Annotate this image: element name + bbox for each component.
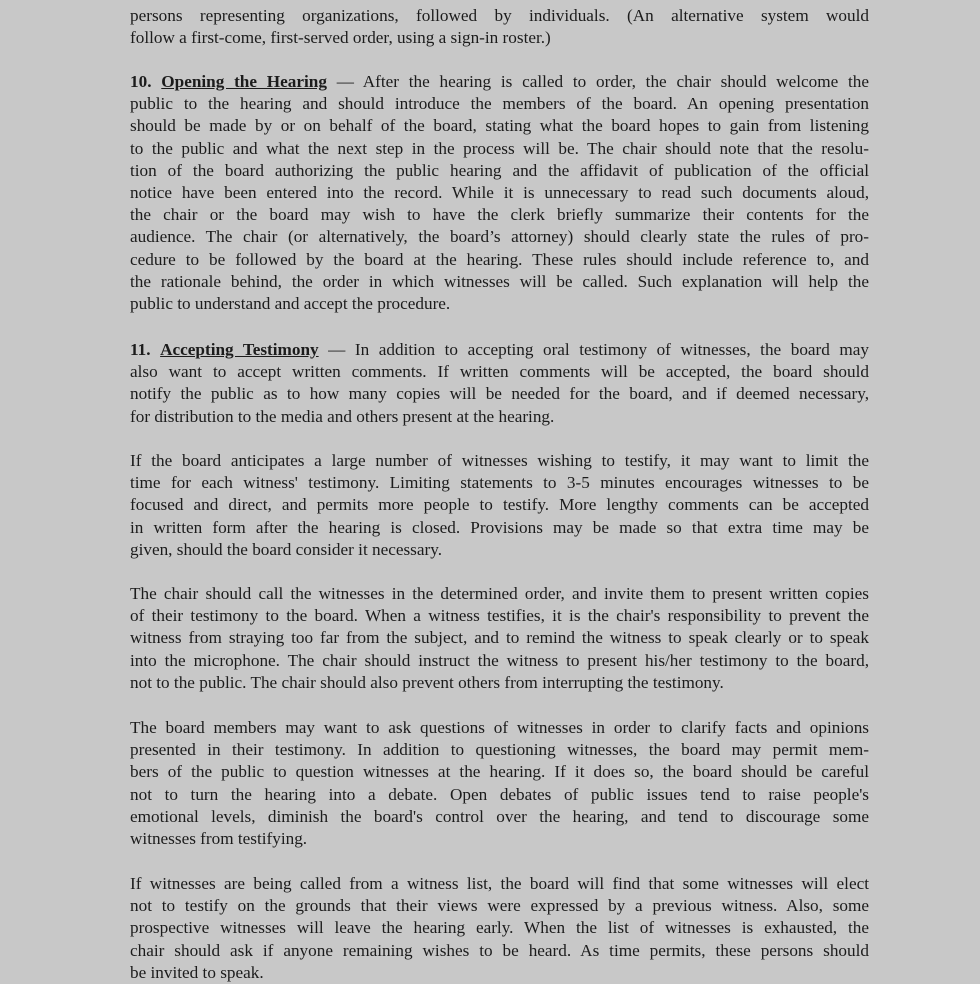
paragraph-calling-witnesses (130, 583, 869, 694)
paragraph-roster (130, 5, 869, 49)
text-line: persons representing organizations, followed by individuals. (An alternative system would (130, 6, 869, 25)
text-line: in written form after the hearing is closed. Provisions may be made so that extra time may be (130, 517, 869, 537)
text-line: cedure to be followed by the board at the hearing. These rules should include reference to, and (130, 249, 869, 269)
text-line: If the board anticipates a large number of witnesses wishing to testify, it may want to limit the (130, 451, 869, 470)
text-line: time for each witness' testimony. Limiting statements to 3-5 minutes encourages witnesses to be (130, 473, 869, 493)
paragraph-witness-list (130, 873, 869, 984)
text-line: bers of the public to question witnesses at the hearing. If it does so, the board should be careful (130, 762, 869, 782)
text-line: not to turn the hearing into a debate. Open debates of public issues tend to raise people's (130, 784, 869, 804)
text-line: tion of the board authorizing the public hearing and the affidavit of publication of the official (130, 160, 869, 180)
text-line: presented in their testimony. In addition to questioning witnesses, the board may permit mem- (130, 740, 869, 760)
text-line: witness from straying too far from the subject, and to remind the witness to speak clearly or to speak (130, 628, 869, 648)
text-line (130, 339, 869, 361)
section-heading: Opening the Hearing (161, 72, 327, 91)
text-line: the chair or the board may wish to have the clerk briefly summarize their contents for the (130, 205, 869, 225)
text-line: prospective witnesses will leave the hearing early. When the list of witnesses is exhausted, the (130, 918, 869, 938)
text-line: public to understand and accept the procedure. (130, 294, 451, 314)
text-line: into the microphone. The chair should instruct the witness to present his/her testimony to the board, (130, 650, 869, 670)
text-line: notify the public as to how many copies will be needed for the board, and if deemed necessary, (130, 384, 869, 404)
text-line: not to the public. The chair should also prevent others from interrupting the testimony. (130, 672, 724, 692)
text-line: If witnesses are being called from a witness list, the board will find that some witnesses will elect (130, 874, 869, 893)
text-line: of their testimony to the board. When a witness testifies, it is the chair's responsibility to prevent the (130, 606, 869, 626)
text-line: chair should ask if anyone remaining wishes to be heard. As time permits, these persons should (130, 940, 869, 960)
text-line: for distribution to the media and others present at the hearing. (130, 406, 555, 426)
text-line: public to the hearing and should introduce the members of the board. An opening presentation (130, 94, 869, 114)
section-accepting-testimony (130, 339, 869, 428)
text-line: notice have been entered into the record. While it is unnecessary to read such documents aloud, (130, 183, 869, 203)
paragraph-questions (130, 717, 869, 850)
text-line: also want to accept written comments. If written comments will be accepted, the board should (130, 362, 869, 382)
text-line: focused and direct, and permits more people to testify. More lengthy comments can be accepted (130, 495, 869, 515)
section-number: 11. (130, 340, 151, 359)
section-opening-the-hearing (130, 71, 869, 315)
text-fragment: — In addition to accepting oral testimony of witnesses, the board may (318, 340, 870, 359)
text-line: the rationale behind, the order in which witnesses will be called. Such explanation will help the (130, 271, 869, 291)
text-line: audience. The chair (or alternatively, the board’s attorney) should clearly state the rules of pro- (130, 227, 869, 247)
paragraph-time-limits (130, 450, 869, 561)
section-heading: Accepting Testimony (160, 340, 319, 359)
text-line: follow a first-come, first-served order, using a sign-in roster.) (130, 28, 551, 48)
text-fragment: — After the hearing is called to order, the chair should welcome the (326, 72, 869, 91)
text-line: witnesses from testifying. (130, 829, 308, 849)
text-line: not to testify on the grounds that their views were expressed by a previous witness. Also, some (130, 896, 869, 916)
text-line: The chair should call the witnesses in the determined order, and invite them to present written copies (130, 584, 869, 603)
text-line: to the public and what the next step in the process will be. The chair should note that the resolu- (130, 138, 869, 158)
text-line: given, should the board consider it necessary. (130, 539, 442, 559)
text-line: be invited to speak. (130, 962, 264, 982)
text-line: The board members may want to ask questions of witnesses in order to clarify facts and opinions (130, 718, 869, 737)
text-line: should be made by or on behalf of the board, stating what the board hopes to gain from listening (130, 116, 869, 136)
text-line: emotional levels, diminish the board's control over the hearing, and tend to discourage some (130, 806, 869, 826)
section-number: 10. (130, 72, 152, 91)
text-line (130, 71, 869, 93)
